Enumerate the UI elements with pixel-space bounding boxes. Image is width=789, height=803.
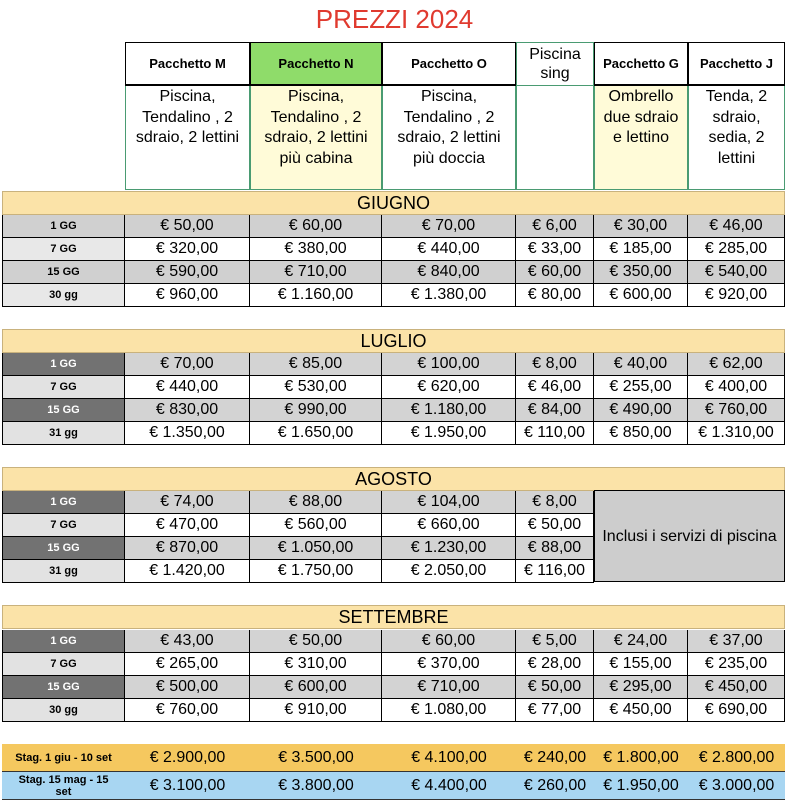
- package-header-line: Piscina: [529, 46, 581, 63]
- row-label: 15 GG: [2, 537, 125, 560]
- price-cell: € 710,00: [382, 676, 516, 699]
- package-header-line: sing: [540, 65, 570, 82]
- table-row: [2, 514, 594, 537]
- price-cell: € 5,00: [516, 630, 594, 653]
- package-header-g: Pacchetto G: [594, 42, 688, 86]
- price-cell: € 450,00: [594, 699, 688, 722]
- desc-line: Tendalino , 2: [403, 108, 495, 126]
- package-desc-m: [125, 86, 250, 190]
- price-cell: € 265,00: [125, 653, 250, 676]
- price-cell: € 540,00: [688, 261, 785, 284]
- price-cell: € 88,00: [250, 491, 382, 514]
- desc-line: Tenda, 2: [705, 88, 768, 105]
- price-cell: € 84,00: [516, 399, 594, 422]
- price-cell: € 37,00: [688, 630, 785, 653]
- price-cell: € 500,00: [125, 676, 250, 699]
- price-cell: € 70,00: [125, 353, 250, 376]
- row-label: 31 gg: [2, 422, 125, 445]
- price-cell: € 62,00: [688, 353, 785, 376]
- table-row: [2, 491, 594, 514]
- price-cell: € 2.900,00: [125, 744, 250, 772]
- price-cell: € 600,00: [594, 284, 688, 307]
- price-cell: € 1.230,00: [382, 537, 516, 560]
- price-cell: € 50,00: [516, 676, 594, 699]
- price-cell: € 530,00: [250, 376, 382, 399]
- price-cell: € 1.380,00: [382, 284, 516, 307]
- price-cell: € 1.310,00: [688, 422, 785, 445]
- price-cell: € 920,00: [688, 284, 785, 307]
- row-label: 31 gg: [2, 560, 125, 583]
- price-cell: € 470,00: [125, 514, 250, 537]
- price-cell: € 710,00: [250, 261, 382, 284]
- price-cell: € 600,00: [250, 676, 382, 699]
- table-row: [2, 537, 594, 560]
- page-title: PREZZI 2024: [315, 4, 474, 34]
- price-cell: € 116,00: [516, 560, 594, 583]
- row-label: 30 gg: [2, 284, 125, 307]
- price-cell: € 240,00: [516, 744, 594, 772]
- price-cell: € 760,00: [125, 699, 250, 722]
- row-label: 7 GG: [2, 653, 125, 676]
- season-label-line: Stag. 15 mag - 15: [18, 773, 109, 786]
- package-desc-o: [382, 86, 516, 190]
- season-label: [2, 772, 125, 800]
- price-cell: € 350,00: [594, 261, 688, 284]
- price-cell: € 3.000,00: [688, 772, 785, 800]
- price-cell: € 3.500,00: [250, 744, 382, 772]
- price-cell: € 24,00: [594, 630, 688, 653]
- desc-line: sdraio, 2 lettini: [397, 129, 501, 146]
- price-cell: € 1.080,00: [382, 699, 516, 722]
- desc-line: più doccia: [412, 149, 486, 167]
- price-cell: € 6,00: [516, 215, 594, 238]
- desc-line: Ombrello: [608, 88, 674, 105]
- season-row-2: [2, 772, 785, 800]
- price-cell: € 4.400,00: [382, 772, 516, 800]
- desc-line: Piscina,: [420, 88, 478, 105]
- row-label: 7 GG: [2, 514, 125, 537]
- price-cell: € 100,00: [382, 353, 516, 376]
- season-label-line: set: [55, 785, 72, 798]
- price-cell: € 185,00: [594, 238, 688, 261]
- price-cell: € 3.800,00: [250, 772, 382, 800]
- price-cell: € 1.050,00: [250, 537, 382, 560]
- package-header-m: Pacchetto M: [125, 42, 250, 86]
- price-cell: € 260,00: [516, 772, 594, 800]
- desc-line: e lettino: [612, 129, 670, 146]
- season-label: Stag. 1 giu - 10 set: [2, 744, 125, 772]
- price-cell: € 660,00: [382, 514, 516, 537]
- price-cell: € 104,00: [382, 491, 516, 514]
- package-desc-n: [250, 86, 382, 190]
- price-cell: € 690,00: [688, 699, 785, 722]
- price-cell: € 910,00: [250, 699, 382, 722]
- price-cell: € 440,00: [125, 376, 250, 399]
- price-cell: € 50,00: [250, 630, 382, 653]
- price-cell: € 235,00: [688, 653, 785, 676]
- price-cell: € 380,00: [250, 238, 382, 261]
- price-cell: € 1.350,00: [125, 422, 250, 445]
- desc-line: Tendalino , 2: [270, 108, 362, 126]
- price-cell: € 60,00: [516, 261, 594, 284]
- table-row: [2, 284, 785, 307]
- row-label: 7 GG: [2, 238, 125, 261]
- month-band-luglio: LUGLIO: [2, 329, 785, 353]
- package-desc-g: [594, 86, 688, 190]
- table-row: [2, 422, 785, 445]
- table-row: [2, 699, 785, 722]
- table-row: [2, 676, 785, 699]
- price-cell: € 1.420,00: [125, 560, 250, 583]
- price-cell: € 1.750,00: [250, 560, 382, 583]
- desc-line: sdraio,: [712, 108, 761, 126]
- price-cell: € 1.160,00: [250, 284, 382, 307]
- price-cell: € 295,00: [594, 676, 688, 699]
- price-cell: € 155,00: [594, 653, 688, 676]
- package-header-j: Pacchetto J: [688, 42, 785, 86]
- price-cell: € 840,00: [382, 261, 516, 284]
- table-row: [2, 399, 785, 422]
- desc-line: lettini: [717, 149, 756, 167]
- table-row: [2, 215, 785, 238]
- price-cell: € 60,00: [382, 630, 516, 653]
- row-label: 1 GG: [2, 630, 125, 653]
- price-cell: € 400,00: [688, 376, 785, 399]
- price-cell: € 74,00: [125, 491, 250, 514]
- price-cell: € 50,00: [125, 215, 250, 238]
- price-cell: € 30,00: [594, 215, 688, 238]
- package-header-piscina: [516, 42, 594, 86]
- price-cell: € 88,00: [516, 537, 594, 560]
- row-label: 15 GG: [2, 676, 125, 699]
- price-cell: € 450,00: [688, 676, 785, 699]
- price-cell: € 590,00: [125, 261, 250, 284]
- price-cell: € 8,00: [516, 353, 594, 376]
- desc-line: Piscina,: [287, 88, 345, 105]
- price-cell: € 285,00: [688, 238, 785, 261]
- table-row: [2, 353, 785, 376]
- price-cell: € 3.100,00: [125, 772, 250, 800]
- row-label: 1 GG: [2, 353, 125, 376]
- month-band-giugno: GIUGNO: [2, 191, 785, 215]
- price-cell: € 1.800,00: [594, 744, 688, 772]
- table-row: [2, 653, 785, 676]
- desc-line: sdraio, 2 lettini: [264, 129, 368, 146]
- month-band-agosto: AGOSTO: [2, 467, 785, 491]
- row-label: 15 GG: [2, 261, 125, 284]
- price-cell: € 1.650,00: [250, 422, 382, 445]
- desc-line: Piscina,: [159, 88, 216, 105]
- table-row: [2, 261, 785, 284]
- price-cell: € 70,00: [382, 215, 516, 238]
- price-cell: € 490,00: [594, 399, 688, 422]
- desc-line: sdraio, 2 lettini: [135, 129, 240, 146]
- row-label: 30 gg: [2, 699, 125, 722]
- price-cell: € 440,00: [382, 238, 516, 261]
- desc-line: Tendalino , 2: [142, 108, 233, 126]
- price-cell: € 43,00: [125, 630, 250, 653]
- price-cell: € 60,00: [250, 215, 382, 238]
- price-cell: € 1.180,00: [382, 399, 516, 422]
- price-cell: € 760,00: [688, 399, 785, 422]
- package-header-o: Pacchetto O: [382, 42, 516, 86]
- price-cell: € 370,00: [382, 653, 516, 676]
- desc-line: due sdraio: [603, 108, 679, 126]
- price-cell: € 620,00: [382, 376, 516, 399]
- price-cell: € 2.050,00: [382, 560, 516, 583]
- row-label: 1 GG: [2, 491, 125, 514]
- price-cell: € 8,00: [516, 491, 594, 514]
- price-cell: € 33,00: [516, 238, 594, 261]
- price-cell: € 830,00: [125, 399, 250, 422]
- price-cell: € 28,00: [516, 653, 594, 676]
- price-cell: € 310,00: [250, 653, 382, 676]
- august-note: Inclusi i servizi di piscina: [594, 490, 785, 582]
- row-label: 15 GG: [2, 399, 125, 422]
- price-cell: € 110,00: [516, 422, 594, 445]
- price-cell: € 870,00: [125, 537, 250, 560]
- package-desc-piscina: [516, 86, 594, 190]
- package-desc-j: [688, 86, 785, 190]
- price-cell: € 960,00: [125, 284, 250, 307]
- row-label: 7 GG: [2, 376, 125, 399]
- price-cell: € 50,00: [516, 514, 594, 537]
- price-cell: € 1.950,00: [382, 422, 516, 445]
- price-cell: € 2.800,00: [688, 744, 785, 772]
- price-cell: € 85,00: [250, 353, 382, 376]
- price-cell: € 80,00: [516, 284, 594, 307]
- price-cell: € 560,00: [250, 514, 382, 537]
- price-cell: € 255,00: [594, 376, 688, 399]
- price-cell: € 40,00: [594, 353, 688, 376]
- desc-line: più cabina: [279, 149, 353, 167]
- season-row-1: [2, 744, 785, 772]
- table-row: [2, 560, 594, 583]
- desc-line: sedia, 2: [708, 129, 765, 146]
- table-row: [2, 238, 785, 261]
- table-row: [2, 630, 785, 653]
- table-row: [2, 376, 785, 399]
- package-header-n: Pacchetto N: [250, 42, 382, 86]
- price-cell: € 850,00: [594, 422, 688, 445]
- month-band-settembre: SETTEMBRE: [2, 605, 785, 629]
- price-cell: € 77,00: [516, 699, 594, 722]
- price-cell: € 990,00: [250, 399, 382, 422]
- price-cell: € 46,00: [688, 215, 785, 238]
- row-label: 1 GG: [2, 215, 125, 238]
- price-cell: € 1.950,00: [594, 772, 688, 800]
- price-cell: € 320,00: [125, 238, 250, 261]
- price-cell: € 46,00: [516, 376, 594, 399]
- price-cell: € 4.100,00: [382, 744, 516, 772]
